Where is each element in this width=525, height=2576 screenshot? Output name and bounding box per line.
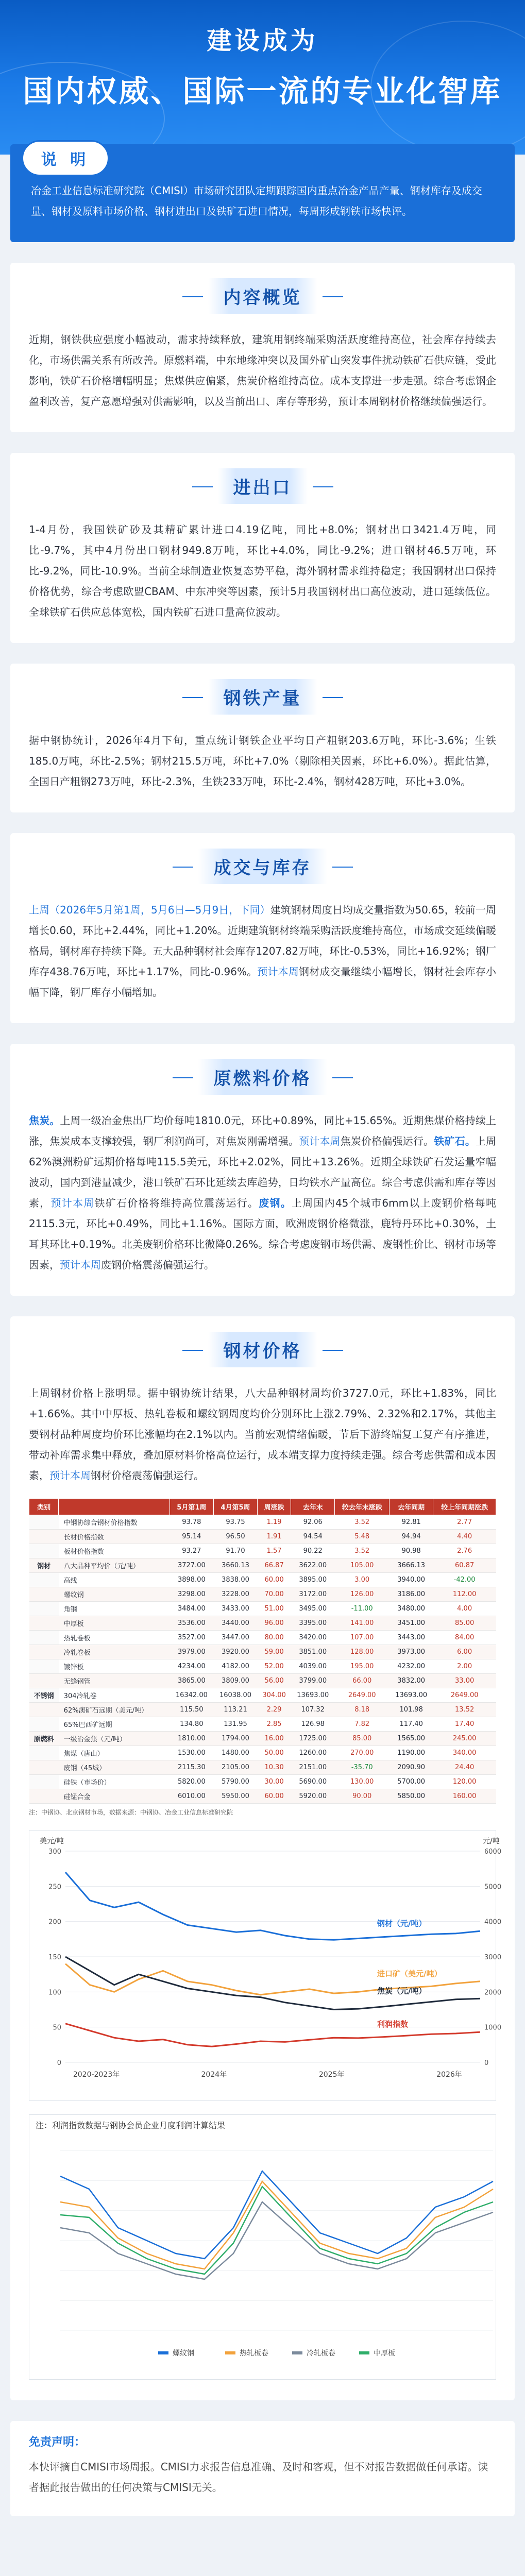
table-cell: 5920.00 [291, 1789, 335, 1804]
profit-chart [29, 2114, 496, 2380]
table-cell: 160.00 [433, 1789, 496, 1804]
table-cell: 2.77 [433, 1515, 496, 1530]
y-tick-right: 6000 [484, 1848, 502, 1856]
table-cell: 17.40 [433, 1717, 496, 1732]
table-cell: 3451.00 [389, 1616, 433, 1631]
table-cell: 13.52 [433, 1703, 496, 1717]
forecast-text: 铁矿石价格将维持高位震荡运行。 [94, 1197, 259, 1209]
table-cell: 107.32 [291, 1703, 335, 1717]
y-tick-left: 0 [57, 2059, 61, 2067]
table-header-cell: 去年末 [291, 1499, 335, 1515]
table-cell: 16038.00 [213, 1688, 257, 1703]
section-text: 1-4月份，我国铁矿砂及其精矿累计进口4.19亿吨，同比+8.0%；钢材出口3421.4万吨，同比-9.7%，其中4月份出口钢材949.8万吨，环比+4.0%，同比-9.2%；进口钢材46.5万吨，环比-9.2%，同比-10.9%。当前全球制造业恢复态势平稳，海外钢材需求维持稳定；我国钢材出口保持价格优势，综合考虑欧盟CBAM、中东冲突等因素，预计5月我国钢材出口高位波动，进口延续低位。全球铁矿石供应总体宽松，国内铁矿石进口量高位波动。 [29, 523, 496, 618]
table-cell: 3898.00 [170, 1573, 213, 1587]
table-row [29, 1760, 496, 1775]
table-cell: 2090.90 [389, 1760, 433, 1775]
table-cell: 52.00 [258, 1659, 291, 1674]
series-label: 利润指数 [377, 2020, 409, 2029]
table-cell: 16.00 [258, 1732, 291, 1746]
section-title: 内容概览 [208, 278, 317, 314]
table-cell: 141.00 [335, 1616, 389, 1631]
table-group-cell [29, 1645, 59, 1659]
table-cell: 92.81 [389, 1515, 433, 1530]
forecast-label: 预计本周 [49, 1469, 91, 1482]
table-cell: 3838.00 [213, 1573, 257, 1587]
table-cell: 4234.00 [170, 1659, 213, 1674]
table-header-cell: 较上年同期涨跌 [433, 1499, 496, 1515]
price-trend-svg [29, 1831, 516, 2098]
table-cell: 3480.00 [389, 1602, 433, 1616]
table-name-cell: 板材价格指数 [59, 1544, 170, 1558]
table-cell: 60.00 [258, 1789, 291, 1804]
table-group-cell: 不锈钢 [29, 1688, 59, 1703]
table-cell: 3979.00 [170, 1645, 213, 1659]
table-row [29, 1530, 496, 1544]
table-row [29, 1732, 496, 1746]
table-cell: 2.85 [258, 1717, 291, 1732]
table-cell: 112.00 [433, 1587, 496, 1602]
table-name-cell: 中钢协综合钢材价格指数 [59, 1515, 170, 1530]
table-cell: 90.00 [335, 1789, 389, 1804]
table-cell: 128.00 [335, 1645, 389, 1659]
table-cell: 4039.00 [291, 1659, 335, 1674]
table-cell: 304.00 [258, 1688, 291, 1703]
table-cell: 3895.00 [291, 1573, 335, 1587]
section-text [29, 1383, 496, 1486]
volume-body: 建筑钢材周度日均成交量指数为50.65，较前一周增长0.60，环比+2.44%，同比+1.20%。近期建筑钢材终端采购活跃度维持高位，市场成交延续偏暖格局，钢材库存持续下降。五大品种钢材社会库存1207.82万吨，环比-0.53%，同比+16.92%；钢厂库存438.76万吨，环比+1.17%，同比-0.96%。 [29, 904, 496, 978]
table-header-cell [59, 1499, 170, 1515]
table-cell: 5690.00 [291, 1775, 335, 1789]
x-tick-label: 2020-2023年 [73, 2071, 120, 2079]
table-cell: 2.00 [433, 1659, 496, 1674]
forecast-label: 预计本周 [257, 965, 299, 978]
table-cell: 16342.00 [170, 1688, 213, 1703]
table-group-cell [29, 1631, 59, 1645]
table-name-cell: 65%巴西矿远期 [59, 1717, 170, 1732]
forecast-text: 钢材成交量继续小幅增长，钢材社会库存小幅下降，钢厂库存小幅增加。 [29, 965, 497, 998]
coke-text: 上周一级冶金焦出厂均价每吨1810.0元，环比+0.89%，同比+15.65%。近期焦煤价格持续上涨，焦炭成本支撑较强，钢厂利润尚可，对焦炭刚需增强。 [29, 1114, 497, 1147]
table-cell: 10.30 [258, 1760, 291, 1775]
table-cell: 2649.00 [335, 1688, 389, 1703]
y-tick-right: 3000 [484, 1954, 502, 1961]
table-cell: 13693.00 [291, 1688, 335, 1703]
table-cell: 3420.00 [291, 1631, 335, 1645]
profit-chart-title: 注：利润指数数据与钢协会员企业月度利润计算结果 [36, 2121, 226, 2130]
x-tick-label: 2025年 [318, 2071, 345, 2079]
table-cell: 3395.00 [291, 1616, 335, 1631]
profit-chart-svg [29, 2135, 516, 2377]
table-row [29, 1573, 496, 1587]
section-title: 钢材价格 [208, 1332, 317, 1367]
table-row [29, 1703, 496, 1717]
table-cell: 3832.00 [389, 1674, 433, 1688]
table-cell: 66.00 [335, 1674, 389, 1688]
table-body [29, 1515, 496, 1804]
table-cell: 1725.00 [291, 1732, 335, 1746]
table-name-cell: 焦煤（唐山） [59, 1746, 170, 1760]
table-cell: 3298.00 [170, 1587, 213, 1602]
table-cell: 3940.00 [389, 1573, 433, 1587]
table-header-cell: 周涨跌 [258, 1499, 291, 1515]
table-row [29, 1688, 496, 1703]
table-cell: 3536.00 [170, 1616, 213, 1631]
table-name-cell: 长材价格指数 [59, 1530, 170, 1544]
section-overview [10, 263, 515, 432]
table-row [29, 1631, 496, 1645]
table-cell: 96.00 [258, 1616, 291, 1631]
section-trade [10, 453, 515, 643]
table-row [29, 1775, 496, 1789]
section-volume [10, 833, 515, 1023]
table-name-cell: 冷轧卷板 [59, 1645, 170, 1659]
table-cell: -11.00 [335, 1602, 389, 1616]
table-name-cell: 无缝钢管 [59, 1674, 170, 1688]
hero-title-line1: 建设成为 [207, 26, 318, 55]
table-group-cell [29, 1760, 59, 1775]
table-row [29, 1544, 496, 1558]
section-title: 钢铁产量 [208, 679, 317, 715]
table-cell: 113.21 [213, 1703, 257, 1717]
table-cell: 2.76 [433, 1544, 496, 1558]
legend-label: 螺纹钢 [173, 2349, 194, 2358]
disclaimer-title: 免责声明： [29, 2436, 86, 2449]
table-name-cell: 镀锌板 [59, 1659, 170, 1674]
table-cell: 270.00 [335, 1746, 389, 1760]
intro-tag: 说 明 [22, 140, 109, 176]
legend-swatch [292, 2351, 302, 2354]
intro-panel [10, 144, 515, 242]
table-cell: 8.18 [335, 1703, 389, 1717]
table-cell: 5.48 [335, 1530, 389, 1544]
table-group-cell [29, 1530, 59, 1544]
table-name-cell: 废钢（45城） [59, 1760, 170, 1775]
table-header-cell: 去年同期 [389, 1499, 433, 1515]
hero-title-line2: 国内权威、国际一流的专业化智库 [23, 74, 502, 109]
table-cell: 60.00 [258, 1573, 291, 1587]
table-cell: 59.00 [258, 1645, 291, 1659]
section-text: 据中钢协统计，2026年4月下旬，重点统计钢铁企业平均日产粗钢203.6万吨，环比-3.6%；生铁185.0万吨，环比-2.5%；钢材215.5万吨，环比+7.0%（剔除相关因素，环比+6.0%）。据此估算，全国日产粗钢273万吨，环比-2.3%，生铁233万吨，环比-2.4%，钢材428万吨，环比+3.0%。 [29, 734, 496, 788]
y-tick-left: 300 [48, 1848, 61, 1856]
table-group-cell: 原燃料 [29, 1732, 59, 1746]
table-cell: 3727.00 [170, 1558, 213, 1573]
table-cell: 3440.00 [213, 1616, 257, 1631]
table-cell: 3.52 [335, 1515, 389, 1530]
table-name-cell: 一级冶金焦（元/吨） [59, 1732, 170, 1746]
table-cell: 3809.00 [213, 1674, 257, 1688]
table-name-cell: 螺纹钢 [59, 1587, 170, 1602]
table-name-cell: 304冷轧卷 [59, 1688, 170, 1703]
forecast-text: 焦炭价格偏强运行。 [340, 1135, 434, 1147]
table-cell: 2115.30 [170, 1760, 213, 1775]
series-label: 焦炭（元/吨） [377, 1986, 427, 1996]
table-name-cell: 热轧卷板 [59, 1631, 170, 1645]
forecast-text: 废钢价格震荡偏强运行。 [101, 1259, 214, 1271]
x-tick-label: 2026年 [436, 2071, 462, 2079]
series-line [65, 1957, 480, 2010]
scrap-tag: 废钢。 [259, 1197, 292, 1209]
table-cell: 117.40 [389, 1717, 433, 1732]
table-cell: 94.54 [291, 1530, 335, 1544]
table-cell: 4.00 [433, 1602, 496, 1616]
table-cell: 115.50 [170, 1703, 213, 1717]
section-text [29, 1110, 496, 1275]
table-cell: 2649.00 [433, 1688, 496, 1703]
table-group-cell [29, 1659, 59, 1674]
table-cell: 3447.00 [213, 1631, 257, 1645]
table-cell: 84.00 [433, 1631, 496, 1645]
table-cell: 5950.00 [213, 1789, 257, 1804]
x-tick-label: 2024年 [201, 2071, 227, 2079]
legend-label: 热轧板卷 [240, 2349, 268, 2358]
table-note: 注：中钢协、北京钢材市场，数据来源：中钢协、冶金工业信息标准研究院 [29, 1809, 233, 1816]
table-cell: 6.00 [433, 1645, 496, 1659]
table-cell: 30.00 [258, 1775, 291, 1789]
table-cell: 90.98 [389, 1544, 433, 1558]
table-cell: 7.82 [335, 1717, 389, 1732]
table-group-cell [29, 1544, 59, 1558]
table-group-cell [29, 1573, 59, 1587]
table-cell: 120.00 [433, 1775, 496, 1789]
table-row [29, 1602, 496, 1616]
table-cell: 1810.00 [170, 1732, 213, 1746]
table-cell: 50.00 [258, 1746, 291, 1760]
legend-label: 冷轧板卷 [307, 2349, 335, 2358]
table-cell: 105.00 [335, 1558, 389, 1573]
disclaimer [10, 2421, 515, 2516]
section-title: 成交与库存 [198, 849, 327, 884]
table-cell: 24.40 [433, 1760, 496, 1775]
table-cell: 1190.00 [389, 1746, 433, 1760]
table-cell: 51.00 [258, 1602, 291, 1616]
forecast-label: 预计本周 [60, 1259, 101, 1271]
forecast-text: 钢材价格震荡偏强运行。 [91, 1469, 204, 1482]
table-cell: 130.00 [335, 1775, 389, 1789]
table-cell: 131.95 [213, 1717, 257, 1732]
table-cell: 1260.00 [291, 1746, 335, 1760]
series-label: 钢材（元/吨） [377, 1919, 427, 1928]
y-tick-left: 200 [48, 1918, 61, 1926]
table-group-cell [29, 1616, 59, 1631]
table-cell: 134.80 [170, 1717, 213, 1732]
table-cell: 5700.00 [389, 1775, 433, 1789]
table-cell: 3228.00 [213, 1587, 257, 1602]
table-name-cell: 八大品种平均价（元/吨） [59, 1558, 170, 1573]
table-row [29, 1659, 496, 1674]
price-trend-chart [29, 1830, 502, 2101]
table-cell: -42.00 [433, 1573, 496, 1587]
series-label: 进口矿（美元/吨） [377, 1969, 442, 1978]
table-cell: 1794.00 [213, 1732, 257, 1746]
intro-text: 冶金工业信息标准研究院（CMISI）市场研究团队定期跟踪国内重点冶金产品产量、钢材库存及成交量、钢材及原料市场价格、钢材进出口及铁矿石进口情况，每周形成钢铁市场快评。 [31, 184, 482, 217]
table-group-cell [29, 1775, 59, 1789]
table-cell: 3920.00 [213, 1645, 257, 1659]
table-name-cell: 中厚板 [59, 1616, 170, 1631]
table-cell: 13693.00 [389, 1688, 433, 1703]
table-cell: 60.87 [433, 1558, 496, 1573]
y-tick-left: 150 [48, 1954, 61, 1961]
table-cell: 2105.00 [213, 1760, 257, 1775]
table-row [29, 1746, 496, 1760]
y-tick-right: 2000 [484, 1989, 502, 1997]
table-cell: 2151.00 [291, 1760, 335, 1775]
table-cell: 4.40 [433, 1530, 496, 1544]
table-cell: 6010.00 [170, 1789, 213, 1804]
table-cell: 101.98 [389, 1703, 433, 1717]
table-cell: 4182.00 [213, 1659, 257, 1674]
legend-label: 中厚板 [374, 2349, 395, 2358]
table-cell: 3443.00 [389, 1631, 433, 1645]
table-cell: 94.94 [389, 1530, 433, 1544]
table-group-cell [29, 1515, 59, 1530]
table-header-cell: 类别 [29, 1499, 59, 1515]
table-cell: 3433.00 [213, 1602, 257, 1616]
table-cell: 3.00 [335, 1573, 389, 1587]
scrap-text: 上周国内45个城市6mm以上废钢价格每吨2115.3元，环比+0.49%，同比+1.16%。国际方面，欧洲废钢价格微涨，鹿特丹环比+0.30%，土耳其环比+0.19%。北美废钢价格环比微降0.26%。综合考虑废钢市场供需、废钢性价比、钢材市场等因素， [29, 1197, 497, 1271]
table-cell: 245.00 [433, 1732, 496, 1746]
table-cell: 3660.13 [213, 1558, 257, 1573]
y-tick-right: 5000 [484, 1883, 502, 1891]
table-cell: 1565.00 [389, 1732, 433, 1746]
table-cell: 3799.00 [291, 1674, 335, 1688]
table-group-cell [29, 1703, 59, 1717]
table-group-cell [29, 1746, 59, 1760]
period-label: 上周（2026年5月第1周，5月6日—5月9日，下同） [29, 904, 270, 916]
forecast-label: 预计本周 [50, 1197, 95, 1209]
right-axis-unit: 元/吨 [483, 1837, 500, 1845]
table-cell: 85.00 [433, 1616, 496, 1631]
table-cell: 1.57 [258, 1544, 291, 1558]
coke-tag: 焦炭。 [29, 1114, 60, 1127]
table-cell: 92.06 [291, 1515, 335, 1530]
table-cell: 3.52 [335, 1544, 389, 1558]
table-cell: 2.29 [258, 1703, 291, 1717]
table-cell: 5820.00 [170, 1775, 213, 1789]
disclaimer-text: 本快评摘自CMISI市场周报。CMISI力求报告信息准确、及时和客观，但不对报告数据做任何承诺。读者据此报告做出的任何决策与CMISI无关。 [29, 2461, 488, 2494]
table-name-cell: 硅锰合金 [59, 1789, 170, 1804]
left-axis-unit: 美元/吨 [40, 1837, 64, 1845]
y-tick-left: 50 [53, 2024, 61, 2032]
table-cell: 80.00 [258, 1631, 291, 1645]
legend-swatch [158, 2351, 168, 2354]
table-cell: 93.27 [170, 1544, 213, 1558]
ore-text: 上周62%澳洲粉矿远期价格每吨115.5美元，环比+2.02%，同比+13.26%。近期全球铁矿石发运量窄幅波动，国内到港量减少，港口铁矿石环比延续去库趋势，日均铁水产量高位。综合考虑供需和库存等因素， [29, 1135, 497, 1209]
ore-tag: 铁矿石。 [434, 1135, 476, 1147]
table-cell: 3851.00 [291, 1645, 335, 1659]
table-cell: 70.00 [258, 1587, 291, 1602]
section-title: 进出口 [218, 468, 308, 504]
table-cell: 1.19 [258, 1515, 291, 1530]
table-row [29, 1674, 496, 1688]
table-name-cell: 硅铁（市场价） [59, 1775, 170, 1789]
table-row [29, 1789, 496, 1804]
table-cell: 3186.00 [389, 1587, 433, 1602]
table-group-cell [29, 1789, 59, 1804]
series-line [65, 1872, 480, 1940]
table-name-cell: 高线 [59, 1573, 170, 1587]
table-row [29, 1515, 496, 1530]
table-cell: 3865.00 [170, 1674, 213, 1688]
table-cell: 91.70 [213, 1544, 257, 1558]
table-cell: 195.00 [335, 1659, 389, 1674]
table-cell: 93.75 [213, 1515, 257, 1530]
table-cell: 93.78 [170, 1515, 213, 1530]
table-cell: 85.00 [335, 1732, 389, 1746]
table-header-cell: 5月第1周 [170, 1499, 213, 1515]
section-text [29, 900, 496, 1003]
table-row [29, 1717, 496, 1732]
price-text: 上周钢材价格上涨明显。据中钢协统计结果，八大品种钢材周均价3727.0元，环比+1.83%，同比+1.66%。其中中厚板、热轧卷板和螺纹钢周度均价分别环比上涨2.79%、2.32%和2.17%，其他主要钢材品种周度均价环比涨幅均在2.1%以内。当前宏观情绪偏暖，节后下游终端复工复产有序推进，带动补库需求集中释放，叠加原材料价格高位运行，成本端支撑力度持续走强。综合考虑供需和成本因素， [29, 1387, 496, 1482]
y-tick-left: 250 [48, 1883, 61, 1891]
table-cell: 3527.00 [170, 1631, 213, 1645]
y-tick-right: 1000 [484, 2024, 502, 2032]
table-cell: 340.00 [433, 1746, 496, 1760]
section-price [10, 1316, 515, 2400]
table-cell: 33.00 [433, 1674, 496, 1688]
table-cell: 56.00 [258, 1674, 291, 1688]
table-row [29, 1645, 496, 1659]
table-cell: 3495.00 [291, 1602, 335, 1616]
table-cell: 90.22 [291, 1544, 335, 1558]
table-name-cell: 62%澳矿石远期（美元/吨） [59, 1703, 170, 1717]
section-output [10, 664, 515, 812]
table-cell: 5790.00 [213, 1775, 257, 1789]
table-row [29, 1558, 496, 1573]
y-tick-right: 4000 [484, 1918, 502, 1926]
table-cell: 3172.00 [291, 1587, 335, 1602]
table-group-cell [29, 1717, 59, 1732]
table-cell: 3666.13 [389, 1558, 433, 1573]
table-cell: 3973.00 [389, 1645, 433, 1659]
table-cell: 1.91 [258, 1530, 291, 1544]
table-cell: 66.87 [258, 1558, 291, 1573]
forecast-label: 预计本周 [299, 1135, 341, 1147]
table-row [29, 1587, 496, 1602]
table-cell: 1480.00 [213, 1746, 257, 1760]
table-cell: 126.98 [291, 1717, 335, 1732]
section-text: 近期，钢铁供应强度小幅波动，需求持续释放，建筑用钢终端采购活跃度维持高位，社会库存持续去化，市场供需关系有所改善。原燃料端，中东地缘冲突以及国外矿山突发事件扰动铁矿石供应链，受此影响，铁矿石价格增幅明显；焦煤供应偏紧，焦炭价格维持高位。成本支撑进一步走强。综合考虑钢企盈利改善，复产意愿增强对供需影响，以及当前出口、库存等形势，预计本周钢材价格继续偏强运行。 [29, 333, 496, 408]
table-group-cell [29, 1674, 59, 1688]
section-title: 原燃料价格 [198, 1059, 327, 1095]
table-cell: 95.14 [170, 1530, 213, 1544]
table-row [29, 1616, 496, 1631]
table-name-cell: 角钢 [59, 1602, 170, 1616]
table-group-cell [29, 1587, 59, 1602]
table-cell: 107.00 [335, 1631, 389, 1645]
table-cell: 3622.00 [291, 1558, 335, 1573]
table-cell: 126.00 [335, 1587, 389, 1602]
table-cell: 96.50 [213, 1530, 257, 1544]
y-tick-right: 0 [484, 2059, 489, 2067]
legend-swatch [359, 2351, 369, 2354]
table-cell: -35.70 [335, 1760, 389, 1775]
table-cell: 3484.00 [170, 1602, 213, 1616]
table-cell: 1530.00 [170, 1746, 213, 1760]
table-header-cell: 4月第5周 [213, 1499, 257, 1515]
table-header-cell: 较去年末涨跌 [335, 1499, 389, 1515]
price-table [29, 1498, 496, 1804]
table-cell: 4232.00 [389, 1659, 433, 1674]
table-cell: 5850.00 [389, 1789, 433, 1804]
table-group-cell [29, 1602, 59, 1616]
legend-swatch [225, 2351, 235, 2354]
table-header-row [29, 1499, 496, 1515]
section-raw [10, 1044, 515, 1296]
y-tick-left: 100 [48, 1989, 61, 1997]
table-group-cell: 钢材 [29, 1558, 59, 1573]
hero-banner [0, 0, 525, 155]
